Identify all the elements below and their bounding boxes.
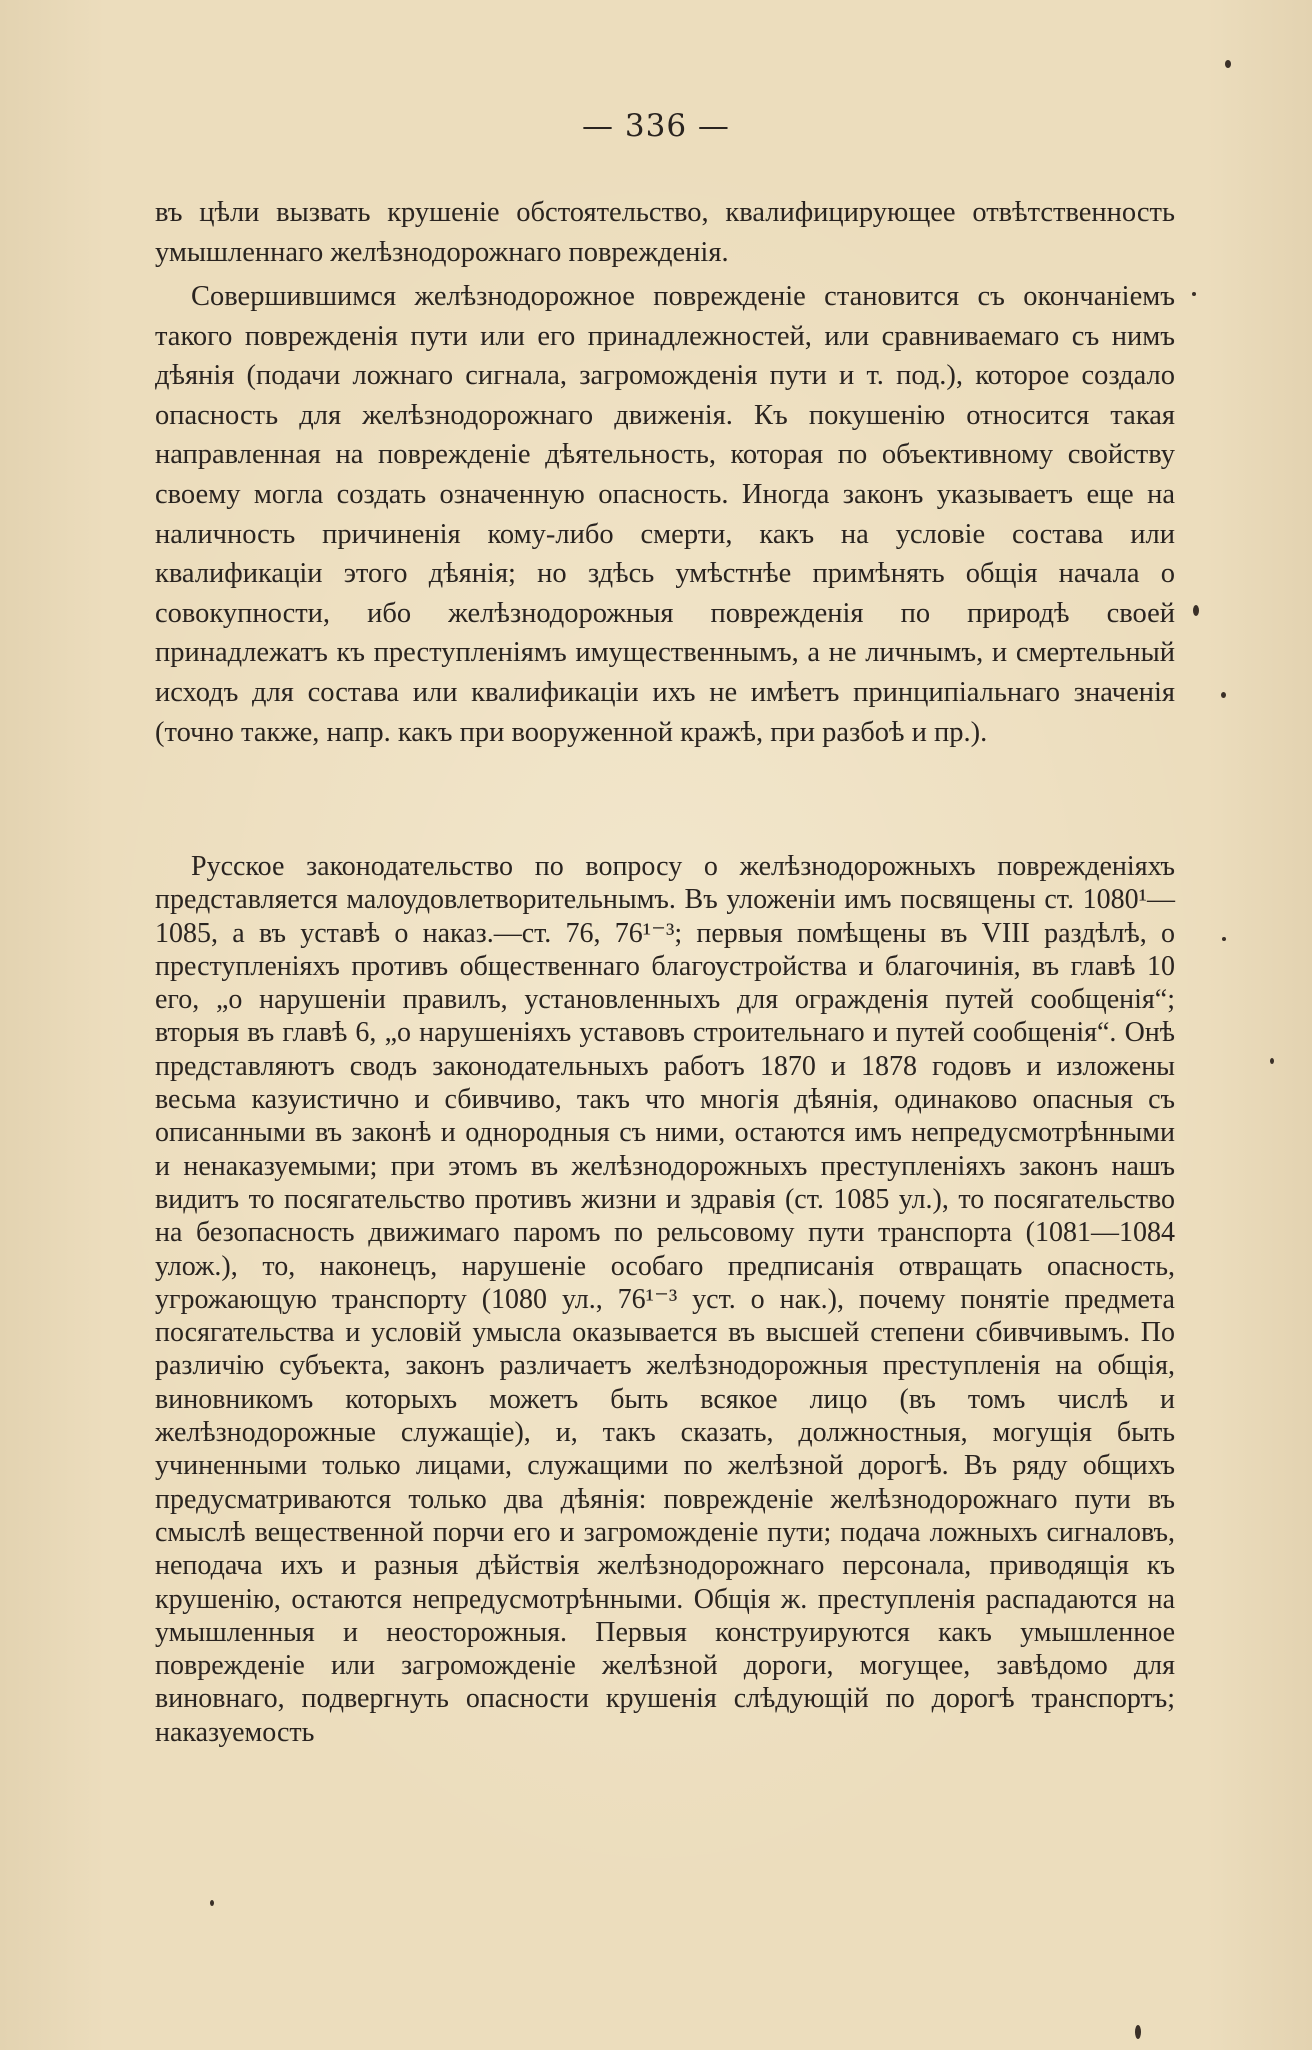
paragraph-text: Совершившимся желѣзнодорожное поврежденіе становится съ окончаніемъ такого поврежденія пути или его принадлежностей, или сравниваемаго съ нимъ дѣянія (подачи ложнаго сигнала, загроможденія пути и т. под.), которое создало опасность для желѣзнодорожнаго движенія. Къ покушенію относится такая направленная на поврежденіе дѣятельность, которая по объективному свойству своему могла создать означенную опасность. Иногда законъ указываетъ еще на наличность причиненія кому-либо смерти, какъ на условіе состава или квалификаціи этого дѣянія; но здѣсь умѣстнѣе примѣнять общія начала о совокупности, ибо желѣзнодорожныя поврежденія по природѣ своей принадлежатъ къ преступленіямъ имущественнымъ, а не личнымъ, и смертельный исходъ для состава или квалификаціи ихъ не имѣетъ принципіальнаго значенія (точно также, напр. какъ при вооруженной кражѣ, при разбоѣ и пр.). (155, 281, 1175, 748)
paragraph-russian-legislation (155, 850, 1175, 1749)
paper-speck (210, 1900, 214, 1906)
paper-speck (1225, 60, 1231, 68)
paper-speck (1221, 692, 1226, 698)
page-number: — 336 — (582, 108, 730, 144)
paragraph-completed-offense (155, 277, 1175, 752)
paper-speck (1222, 937, 1226, 941)
paper-speck (1270, 1058, 1274, 1064)
paper-speck (1193, 605, 1199, 616)
paper-speck (1135, 2025, 1141, 2039)
paragraph-text: Русское законодательство по вопросу о желѣзнодорожныхъ поврежденіяхъ представляется малоудовлетворительнымъ. Въ уложеніи имъ посвящены ст. 1080¹—1085, а въ уставѣ о наказ.—ст. 76, 76¹⁻³; первыя помѣщены въ VIII раздѣлѣ, о преступленіяхъ противъ общественнаго благоустройства и благочинія, въ главѣ 10 его, „о нарушеніи правилъ, установленныхъ для огражденія путей сообщенія“; вторыя въ главѣ 6, „о нарушеніяхъ уставовъ строительнаго и путей сообщенія“. Онѣ представляютъ сводъ законодательныхъ работъ 1870 и 1878 годовъ и изложены весьма казуистично и сбивчиво, такъ что многія дѣянія, одинаково опасныя съ описанными въ законѣ и однородныя съ ними, остаются имъ непредусмотрѣнными и ненаказуемыми; при этомъ въ желѣзнодорожныхъ преступленіяхъ законъ нашъ видитъ то посягательство противъ жизни и здравія (ст. 1085 ул.), то посягательство на безопасность движимаго паромъ по рельсовому пути транспорта (1081—1084 улож.), то, наконецъ, нарушеніе особаго предписанія отвращать опасность, угрожающую транспорту (1080 ул., 76¹⁻³ уст. о нак.), почему понятіе предмета посягательства и условій умысла оказывается въ высшей степени сбивчивымъ. По различію субъекта, законъ различаетъ желѣзнодорожныя преступленія на общія, виновникомъ которыхъ можетъ быть всякое лицо (въ томъ числѣ и желѣзнодорожные служащіе), и, такъ сказать, должностныя, могущія быть учиненными только лицами, служащими по желѣзной дорогѣ. Въ ряду общихъ предусматриваются только два дѣянія: поврежденіе желѣзнодорожнаго пути въ смыслѣ вещественной порчи его и загроможденіе пути; подача ложныхъ сигналовъ, неподача ихъ и разныя дѣйствія желѣзнодорожнаго персонала, приводящія къ крушенію, остаются непредусмотрѣнными. Общія ж. преступленія распадаются на умышленныя и неосторожныя. Первыя конструируются какъ умышленное поврежденіе или загроможденіе желѣзной дороги, могущее, завѣдомо для виновнаго, подвергнуть опасности крушенія слѣдующій по дорогѣ транспортъ; наказуемость (155, 851, 1175, 1748)
paper-speck (1192, 292, 1196, 296)
paragraph-text: въ цѣли вызвать крушеніе обстоятельство, квалифицирующее отвѣтственность умышленнаго желѣзнодорожнаго поврежденія. (155, 197, 1175, 268)
paragraph-continuation (155, 193, 1175, 272)
